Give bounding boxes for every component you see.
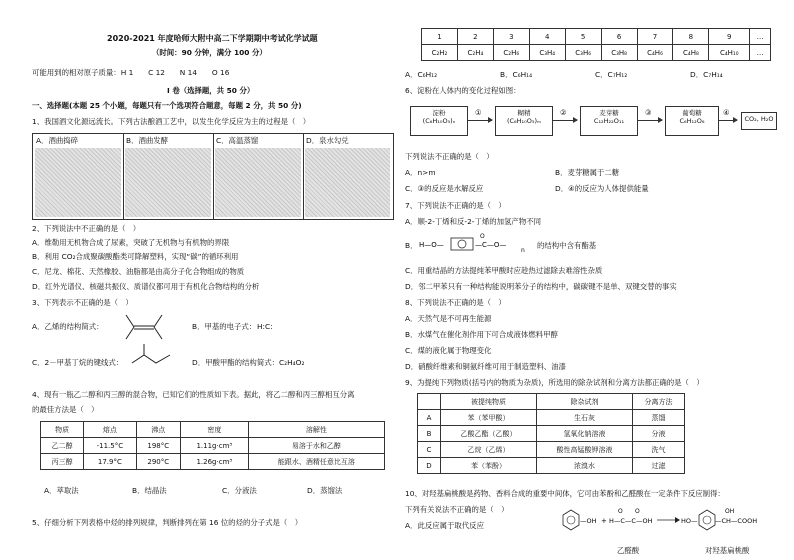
table-cell: C₂H₆ bbox=[493, 45, 529, 61]
flow-formula: (C₆H₁₀O₅)ₙ bbox=[422, 117, 456, 125]
table-header-row bbox=[41, 422, 385, 438]
table-cell: 过滤 bbox=[633, 458, 685, 474]
flow-arrow bbox=[468, 120, 492, 121]
q8-option-a: A．天然气是不可再生能源 bbox=[405, 314, 492, 323]
flow-name: 糊精 bbox=[517, 109, 531, 117]
q1-stem: 1、我国酒文化源远流长。下列古法酿酒工艺中，以发生化学反应为主的过程是（ ） bbox=[32, 117, 311, 126]
table-row bbox=[418, 426, 685, 442]
table-cell: 蒸馏 bbox=[633, 410, 685, 426]
table-header-cell: 溶解性 bbox=[248, 422, 384, 438]
table-cell: 4 bbox=[529, 29, 565, 45]
table-cell: 能跟水、酒精任意比互溶 bbox=[248, 454, 384, 470]
svg-text:H—C—C—OH: H—C—C—OH bbox=[609, 517, 653, 525]
q1-option-b: B．酒曲发酵 bbox=[126, 136, 169, 145]
table-cell: 酸性高锰酸钾溶液 bbox=[537, 442, 633, 458]
q3-option-a: A．乙烯的结构简式： bbox=[32, 322, 104, 331]
flow-box-dextrin bbox=[495, 106, 553, 136]
flow-arrow bbox=[719, 120, 737, 121]
table-cell: 浓溴水 bbox=[537, 458, 633, 474]
table-header-cell: 沸点 bbox=[136, 422, 180, 438]
methylbutane-skeletal bbox=[130, 343, 180, 367]
table-row bbox=[422, 29, 771, 45]
right-column bbox=[405, 0, 775, 560]
q2-option-c: C．尼龙、棉花、天然橡胶、油脂都是由高分子化合物组成的物质 bbox=[32, 267, 245, 276]
q5-option-d: D．C₇H₁₄ bbox=[690, 70, 723, 79]
table-header-cell: 物质 bbox=[41, 422, 84, 438]
table-header-cell: 分离方法 bbox=[633, 394, 685, 410]
table-cell: D bbox=[418, 458, 441, 474]
svg-text:—CH—COOH: —CH—COOH bbox=[715, 517, 758, 525]
q7-option-a: A．顺-2-丁烯和反-2-丁烯的加氢产物不同 bbox=[405, 217, 541, 226]
q7-stem: 7、下列说法不正确的是（ ） bbox=[405, 201, 506, 210]
q10-option-a: A．此反应属于取代反应 bbox=[405, 521, 484, 530]
table-row bbox=[41, 454, 385, 470]
q5-stem: 5、仔细分析下列表格中烃的排列规律，判断排列在第 16 位的烃的分子式是（ ） bbox=[32, 518, 303, 527]
table-header-row bbox=[418, 394, 685, 410]
table-row bbox=[418, 442, 685, 458]
table-header-cell: 密度 bbox=[181, 422, 249, 438]
table-cell: 乙烷（乙烯） bbox=[441, 442, 537, 458]
q4-option-b: B．结晶法 bbox=[132, 486, 167, 495]
methyl-electron-formula: H:C: bbox=[257, 322, 273, 331]
q1-illustration-c bbox=[215, 148, 301, 217]
table-cell: C₂H₂ bbox=[422, 45, 458, 61]
q1-illustration-b bbox=[125, 148, 211, 217]
q3-stem: 3、下列表示不正确的是（ ） bbox=[32, 298, 133, 307]
part1-title: I 卷（选择题，共 50 分） bbox=[167, 86, 255, 95]
q8-option-b: B．水煤气在催化剂作用下可合成液体燃料甲醇 bbox=[405, 330, 558, 339]
q7-option-b-prefix: B． bbox=[405, 241, 418, 250]
q1-option-c: C．高温蒸馏 bbox=[216, 136, 259, 145]
q8-option-c: C．煤的液化属于物理变化 bbox=[405, 346, 492, 355]
flow-box-products bbox=[741, 112, 777, 130]
table-cell: C₂H₄ bbox=[457, 45, 493, 61]
flow-arrow bbox=[638, 120, 662, 121]
q8-option-d: D．硝酸纤维素和铜氨纤维可用于制造塑料、油漆 bbox=[405, 362, 566, 371]
table-cell: C₄H₈ bbox=[673, 45, 709, 61]
flow-formula: C₆H₁₂O₆ bbox=[679, 117, 705, 125]
table-cell: … bbox=[750, 45, 771, 61]
table-cell: 苯（苯酚） bbox=[441, 458, 537, 474]
q10-stem-line1: 10、对羟基扁桃酸是药物、香料合成的重要中间体，它可由苯酚和乙醛酸在一定条件下反应制得： bbox=[405, 489, 725, 498]
q4-stem-line2: 的最佳方法是（ ） bbox=[32, 405, 99, 414]
table-header-cell bbox=[418, 394, 441, 410]
table-cell: 苯（苯甲酸） bbox=[441, 410, 537, 426]
q1-image-panel bbox=[32, 133, 394, 220]
q5-option-c: C．C₇H₁₂ bbox=[595, 70, 628, 79]
polyester-structure bbox=[417, 232, 532, 256]
q9-purification-table bbox=[417, 393, 685, 474]
q2-option-d: D．红外光谱仪、核磁共振仪、质谱仪都可用于有机化合物结构的分析 bbox=[32, 282, 260, 291]
q6-option-b: B．麦芽糖属于二糖 bbox=[555, 168, 620, 177]
svg-text:OH: OH bbox=[725, 508, 735, 515]
table-cell: 氢氧化钠溶液 bbox=[537, 426, 633, 442]
table-cell: 分液 bbox=[633, 426, 685, 442]
table-cell: 7 bbox=[637, 29, 673, 45]
q1-option-d: D．泉水勾兑 bbox=[306, 136, 349, 145]
flow-name: 淀粉 bbox=[432, 109, 446, 117]
table-header-cell: 被提纯物质 bbox=[441, 394, 537, 410]
svg-text:n: n bbox=[521, 247, 525, 254]
svg-text:O: O bbox=[480, 233, 485, 240]
q6-question: 下列说法不正确的是（ ） bbox=[405, 152, 494, 161]
table-cell: 17.9°C bbox=[84, 454, 136, 470]
table-header-cell: 熔点 bbox=[84, 422, 136, 438]
flow-box-maltose bbox=[580, 106, 638, 136]
q1-option-b-cell bbox=[123, 134, 214, 219]
exam-title: 2020-2021 年度哈师大附中高二下学期期中考试化学试题 bbox=[107, 34, 318, 43]
flow-formula: C₁₂H₂₂O₁₁ bbox=[593, 117, 625, 125]
table-cell: 6 bbox=[601, 29, 637, 45]
table-cell: 5 bbox=[565, 29, 601, 45]
table-cell: 1 bbox=[422, 29, 458, 45]
table-header-cell: 除杂试剂 bbox=[537, 394, 633, 410]
ethene-structure bbox=[120, 310, 170, 342]
q10-stem-line2: 下列有关说法不正确的是（ ） bbox=[405, 505, 509, 514]
table-cell: 洗气 bbox=[633, 442, 685, 458]
table-cell: 290°C bbox=[136, 454, 180, 470]
q2-option-b: B．利用 CO₂合成聚碳酸酯类可降解塑料，实现“碳”的循环利用 bbox=[32, 252, 239, 261]
table-cell: 9 bbox=[709, 29, 750, 45]
table-cell: 2 bbox=[457, 29, 493, 45]
table-cell: 8 bbox=[673, 29, 709, 45]
flow-box-starch bbox=[410, 106, 468, 136]
q2-option-a: A．维勒用无机物合成了尿素，突破了无机物与有机物的界限 bbox=[32, 238, 230, 247]
q1-illustration-d bbox=[305, 148, 390, 217]
flow-arrow bbox=[553, 120, 577, 121]
q8-stem: 8、下列说法不正确的是（ ） bbox=[405, 298, 506, 307]
table-row bbox=[418, 458, 685, 474]
table-cell: C₃H₆ bbox=[565, 45, 601, 61]
q6-stem: 6、淀粉在人体内的变化过程如图： bbox=[405, 86, 521, 95]
q7-option-b-suffix: 的结构中含有酯基 bbox=[537, 241, 597, 250]
q4-option-c: C．分液法 bbox=[222, 486, 257, 495]
atomic-mass-line: 可能用到的相对原子质量：H 1 C 12 N 14 O 16 bbox=[32, 68, 230, 77]
q3-option-c: C．2－甲基丁烷的键线式： bbox=[32, 358, 124, 367]
svg-text:HO—: HO— bbox=[681, 517, 698, 525]
q7-option-d: D．邻二甲苯只有一种结构能说明苯分子的结构中，碳碳键不是单、双键交替的事实 bbox=[405, 282, 677, 291]
q4-option-d: D．蒸馏法 bbox=[307, 486, 343, 495]
q1-option-c-cell bbox=[213, 134, 304, 219]
flow-step-label: ② bbox=[560, 108, 567, 117]
q1-option-d-cell bbox=[303, 134, 392, 219]
q6-option-c: C．③的反应是水解反应 bbox=[405, 184, 484, 193]
table-cell: 3 bbox=[493, 29, 529, 45]
table-cell: A bbox=[418, 410, 441, 426]
q1-option-a: A．酒曲捣碎 bbox=[36, 136, 79, 145]
q9-stem: 9、为提纯下列物质(括号内的物质为杂质)，所选用的除杂试剂和分离方法都正确的是（ ） bbox=[405, 378, 704, 387]
table-cell: 198°C bbox=[136, 438, 180, 454]
table-cell: B bbox=[418, 426, 441, 442]
table-cell: C₃H₄ bbox=[529, 45, 565, 61]
product-label: 对羟基扁桃酸 bbox=[705, 546, 750, 555]
flow-formula: CO₂, H₂O bbox=[744, 115, 774, 123]
svg-text:O: O bbox=[618, 508, 623, 515]
ester-group: —C—O— bbox=[475, 241, 507, 249]
table-cell: 1.11g·cm³ bbox=[181, 438, 249, 454]
table-cell: -11.5°C bbox=[84, 438, 136, 454]
table-cell: 乙酸乙酯（乙酸） bbox=[441, 426, 537, 442]
q4-property-table bbox=[40, 421, 385, 470]
table-cell: C₄H₁₀ bbox=[709, 45, 750, 61]
q7-option-c: C．用重结晶的方法提纯苯甲酸时应趁热过滤除去难溶性杂质 bbox=[405, 266, 603, 275]
q5-hydrocarbon-table bbox=[421, 28, 771, 61]
exam-subtitle: （时间：90 分钟，满分 100 分） bbox=[152, 48, 267, 57]
flow-name: 麦芽糖 bbox=[599, 109, 619, 117]
q4-stem-line1: 4、现有一瓶乙二醇和丙三醇的混合物，已知它们的性质如下表。据此，将乙二醇和丙三醇相互分离 bbox=[32, 390, 355, 399]
reagent-label: 乙醛酸 bbox=[617, 546, 640, 555]
q6-option-a: A．n>m bbox=[405, 168, 436, 177]
table-cell: 生石灰 bbox=[537, 410, 633, 426]
flow-box-glucose bbox=[665, 106, 719, 136]
q3-option-d: D．甲酸甲酯的结构简式：C₂H₄O₂ bbox=[192, 358, 305, 367]
table-row bbox=[422, 45, 771, 61]
q1-option-a-cell bbox=[33, 134, 124, 219]
svg-text:—OH: —OH bbox=[580, 517, 597, 525]
table-cell: C₃H₈ bbox=[601, 45, 637, 61]
q2-stem: 2、下列说法中不正确的是（ ） bbox=[32, 224, 141, 233]
q4-option-a: A．萃取法 bbox=[44, 486, 79, 495]
table-cell: 丙三醇 bbox=[41, 454, 84, 470]
table-cell: C bbox=[418, 442, 441, 458]
q1-illustration-a bbox=[35, 148, 121, 217]
table-row bbox=[418, 410, 685, 426]
q3-option-b: B．甲基的电子式： bbox=[192, 322, 257, 331]
table-cell: 1.26g·cm³ bbox=[181, 454, 249, 470]
svg-text:O: O bbox=[635, 508, 640, 515]
table-cell: C₄H₆ bbox=[637, 45, 673, 61]
q5-option-b: B．C₆H₁₄ bbox=[500, 70, 533, 79]
table-cell: 乙二醇 bbox=[41, 438, 84, 454]
table-cell: 易溶于水和乙醇 bbox=[248, 438, 384, 454]
table-cell: … bbox=[750, 29, 771, 45]
flow-formula: (C₆H₁₀O₅)ₘ bbox=[506, 117, 542, 125]
left-column bbox=[32, 0, 392, 560]
flow-step-label: ③ bbox=[645, 108, 652, 117]
flow-name: 葡萄糖 bbox=[682, 109, 702, 117]
plus-sign: + bbox=[601, 517, 607, 525]
table-row bbox=[41, 438, 385, 454]
hydroxy-end: H—O— bbox=[419, 241, 444, 249]
section-heading: 一、选择题(本题 25 个小题，每题只有一个选项符合题意，每题 2 分，共 50 分) bbox=[32, 101, 302, 110]
flow-step-label: ④ bbox=[723, 108, 730, 117]
q5-option-a: A．C₆H₁₂ bbox=[405, 70, 438, 79]
flow-step-label: ① bbox=[475, 108, 482, 117]
q6-option-d: D．④的反应为人体提供能量 bbox=[555, 184, 649, 193]
